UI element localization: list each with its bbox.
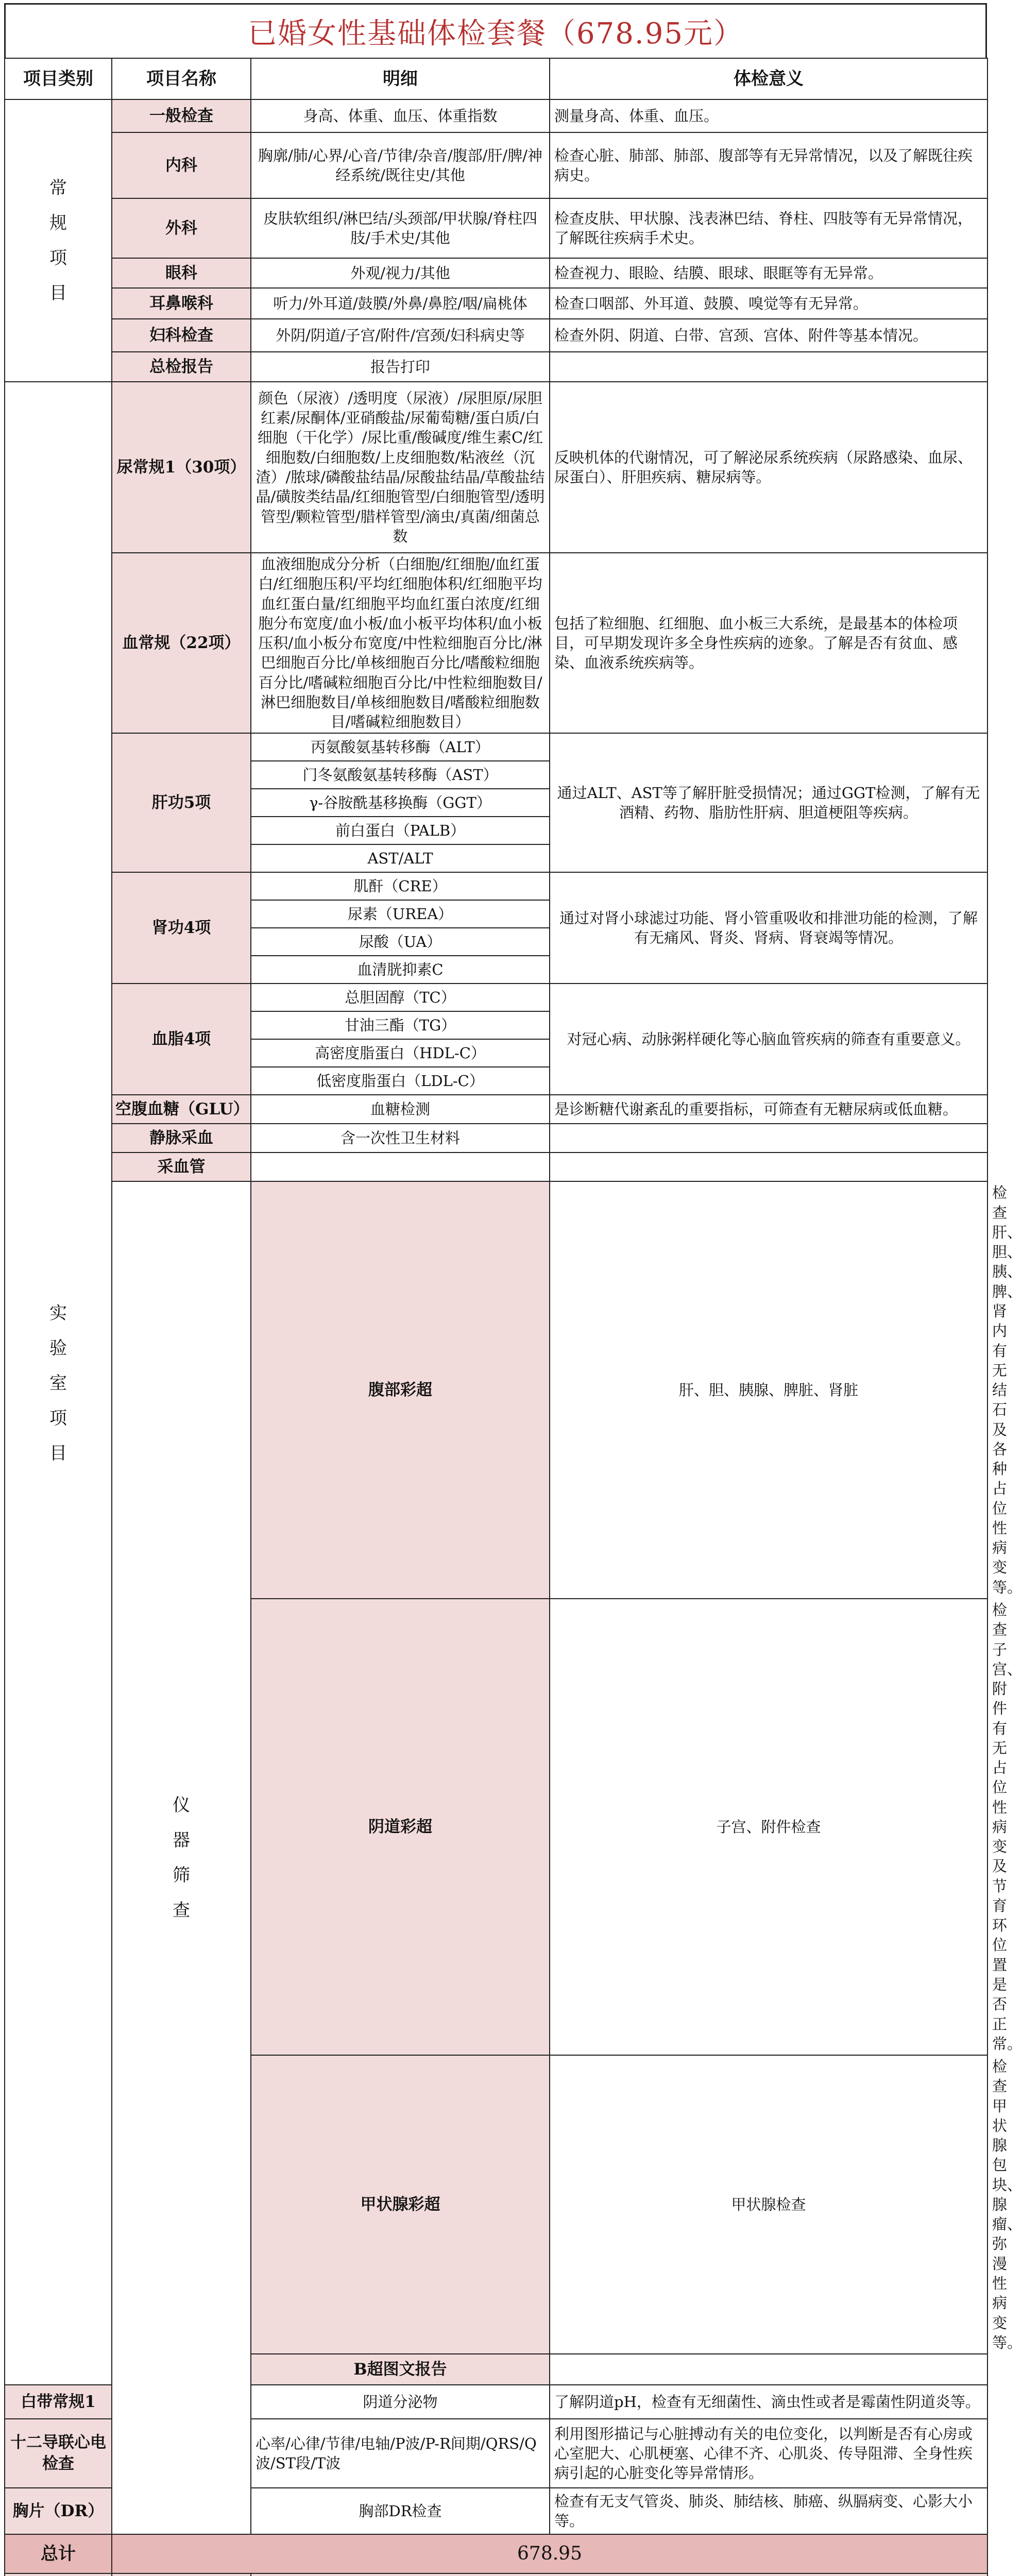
item-name: 眼科 <box>112 258 251 288</box>
item-meaning <box>550 1124 987 1153</box>
item-name: 血脂4项 <box>112 984 251 1095</box>
table-row <box>5 733 987 761</box>
table-row <box>5 872 987 900</box>
table-row <box>5 553 987 733</box>
total-value: 678.95 <box>112 2534 987 2573</box>
item-detail: 高密度脂蛋白（HDL-C） <box>251 1039 550 1067</box>
item-detail: 子宫、附件检查 <box>550 1599 987 2055</box>
item-name: 一般检查 <box>112 99 251 132</box>
item-name: 内科 <box>112 132 251 198</box>
vip-name <box>112 2573 251 2576</box>
item-meaning: 反映机体的代谢情况，可了解泌尿系统疾病（尿路感染、血尿、尿蛋白）、肝胆疾病、糖尿病等。 <box>550 382 987 553</box>
package-table <box>4 58 1022 2576</box>
item-name: 甲状腺彩超 <box>251 2055 550 2354</box>
item-meaning: 通过对肾小球滤过功能、肾小管重吸收和排泄功能的检测，了解有无痛风、肾炎、肾病、肾衰竭等情况。 <box>550 872 987 984</box>
header-name: 项目名称 <box>112 58 251 99</box>
table-row <box>5 288 987 319</box>
header-meaning: 体检意义 <box>550 58 987 99</box>
item-detail: γ-谷胺酰基移换酶（GGT） <box>251 789 550 817</box>
item-detail: 总胆固醇（TC） <box>251 984 550 1011</box>
item-detail: 颜色（尿液）/透明度（尿液）/尿胆原/尿胆红素/尿酮体/亚硝酸盐/尿葡萄糖/蛋白质/白细胞（干化学）/尿比重/酸碱度/维生素C/红细胞数/白细胞数/上皮细胞数/粘液丝（沉渣）/脓球/磷酸盐结晶/尿酸盐结晶/草酸盐结晶/磺胺类结晶/红细胞管型/白细胞管型/透明管型/颗粒管型/腊样管型/滴虫/真菌/细菌总数 <box>251 382 550 553</box>
table-row: 阴道彩超 子宫、附件检查 检查子宫、附件有无占位性病变及节育环位置是否正常。 <box>5 1599 987 2055</box>
vip-desc <box>251 2573 987 2576</box>
table-row <box>5 2573 987 2576</box>
total-row <box>5 2534 987 2573</box>
item-name: 外科 <box>112 198 251 258</box>
item-detail <box>550 2354 987 2385</box>
table-row <box>5 352 987 382</box>
item-detail: AST/ALT <box>251 844 550 872</box>
item-meaning <box>550 1153 987 1181</box>
item-detail: 肌酐（CRE） <box>251 872 550 900</box>
item-detail: 血糖检测 <box>251 1095 550 1124</box>
item-detail: 阴道分泌物 <box>251 2385 550 2419</box>
table-row <box>5 382 987 553</box>
item-meaning: 包括了粒细胞、红细胞、血小板三大系统，是最基本的体检项目，可早期发现许多全身性疾病的迹象。了解是否有贫血、感染、血液系统疾病等。 <box>550 553 987 733</box>
table-row <box>5 258 987 288</box>
table-row <box>5 99 987 132</box>
item-name: 胸片（DR） <box>5 2488 112 2534</box>
item-name: 血常规（22项） <box>112 553 251 733</box>
item-meaning: 对冠心病、动脉粥样硬化等心脑血管疾病的筛查有重要意义。 <box>550 984 987 1095</box>
category-cell: 常规项目 <box>5 99 112 382</box>
item-detail: 含一次性卫生材料 <box>251 1124 550 1153</box>
item-detail: 听力/外耳道/鼓膜/外鼻/鼻腔/咽/扁桃体 <box>251 288 550 319</box>
item-meaning: 检查有无支气管炎、肺炎、肺结核、肺癌、纵膈病变、心影大小等。 <box>550 2488 987 2534</box>
table-row <box>5 132 987 198</box>
category-cell: 仪器筛查 <box>112 1181 251 2534</box>
item-detail: 门冬氨酸氨基转移酶（AST） <box>251 761 550 789</box>
item-detail: 胸部DR检查 <box>251 2488 550 2534</box>
item-detail: 甲状腺检查 <box>550 2055 987 2354</box>
item-detail: 血液细胞成分分析（白细胞/红细胞/血红蛋白/红细胞压积/平均红细胞体积/红细胞平均血红蛋白量/红细胞平均血红蛋白浓度/红细胞分布宽度/血小板/血小板平均体积/血小板压积/血小板分布宽度/中性粒细胞百分比/淋巴细胞百分比/单核细胞百分比/嗜酸粒细胞百分比/嗜碱粒细胞百分比/中性粒细胞数目/淋巴细胞数目/单核细胞数目/嗜酸粒细胞数目/嗜碱粒细胞数目） <box>251 553 550 733</box>
item-detail: 甘油三酯（TG） <box>251 1011 550 1039</box>
item-detail: 低密度脂蛋白（LDL-C） <box>251 1067 550 1095</box>
table-row <box>5 1153 987 1181</box>
table-row <box>5 1095 987 1124</box>
item-name: 肝功5项 <box>112 733 251 872</box>
category-cell: 实验室项目 <box>5 382 112 2385</box>
item-detail: 丙氨酸氨基转移酶（ALT） <box>251 733 550 761</box>
item-meaning: 是诊断糖代谢紊乱的重要指标，可筛查有无糖尿病或低血糖。 <box>550 1095 987 1124</box>
item-detail: 心率/心律/节律/电轴/P波/P-R间期/QRS/Q波/ST段/T波 <box>251 2419 550 2488</box>
table-row: 仪器筛查 腹部彩超 肝、胆、胰腺、脾脏、肾脏 检查肝、胆、胰、脾、肾内有无结石及各种占位性病变等。 <box>5 1181 987 1599</box>
item-meaning: 检查皮肤、甲状腺、浅表淋巴结、脊柱、四肢等有无异常情况，了解既往疾病手术史。 <box>550 198 987 258</box>
table-row <box>5 319 987 352</box>
item-detail <box>251 1153 550 1181</box>
item-name: 阴道彩超 <box>251 1599 550 2055</box>
item-name: 肾功4项 <box>112 872 251 984</box>
total-label: 总计 <box>5 2534 112 2573</box>
item-name: 耳鼻喉科 <box>112 288 251 319</box>
item-name: 静脉采血 <box>112 1124 251 1153</box>
item-name: 空腹血糖（GLU） <box>112 1095 251 1124</box>
item-meaning: 了解阴道pH，检查有无细菌性、滴虫性或者是霉菌性阴道炎等。 <box>550 2385 987 2419</box>
table-row <box>5 198 987 258</box>
page-title: 已婚女性基础体检套餐（678.95元） <box>4 3 987 60</box>
table-header-row <box>5 58 987 99</box>
item-meaning: 检查口咽部、外耳道、鼓膜、嗅觉等有无异常。 <box>550 288 987 319</box>
table-row <box>5 1124 987 1153</box>
item-name: 十二导联心电检查 <box>5 2419 112 2488</box>
header-category: 项目类别 <box>5 58 112 99</box>
item-detail: 外观/视力/其他 <box>251 258 550 288</box>
item-name: 白带常规1 <box>5 2385 112 2419</box>
item-name: 腹部彩超 <box>251 1181 550 1599</box>
item-detail: 皮肤软组织/淋巴结/头颈部/甲状腺/脊柱四肢/手术史/其他 <box>251 198 550 258</box>
item-meaning <box>550 352 987 382</box>
table-row: 甲状腺彩超 甲状腺检查 检查甲状腺包块、腺瘤、弥漫性病变等。 <box>5 2055 987 2354</box>
header-detail: 明细 <box>251 58 550 99</box>
item-detail: 外阴/阴道/子宫/附件/宫颈/妇科病史等 <box>251 319 550 352</box>
item-name: 尿常规1（30项） <box>112 382 251 553</box>
item-meaning: 检查心脏、肺部、肺部、腹部等有无异常情况，以及了解既往疾病史。 <box>550 132 987 198</box>
item-name: 总检报告 <box>112 352 251 382</box>
item-detail: 胸廓/肺/心界/心音/节律/杂音/腹部/肝/脾/神经系统/既往史/其他 <box>251 132 550 198</box>
item-detail: 前白蛋白（PALB） <box>251 817 550 844</box>
item-name: B超图文报告 <box>251 2354 550 2385</box>
item-detail: 报告打印 <box>251 352 550 382</box>
item-detail: 尿素（UREA） <box>251 900 550 928</box>
vip-category <box>5 2573 112 2576</box>
item-meaning: 检查外阴、阴道、白带、宫颈、宫体、附件等基本情况。 <box>550 319 987 352</box>
item-name: 妇科检查 <box>112 319 251 352</box>
item-meaning: 测量身高、体重、血压。 <box>550 99 987 132</box>
item-meaning: 利用图形描记与心脏搏动有关的电位变化，以判断是否有心房或心室肥大、心肌梗塞、心律不齐、心肌炎、传导阻滞、全身性疾病引起的心脏变化等异常情形。 <box>550 2419 987 2488</box>
item-meaning: 检查视力、眼睑、结膜、眼球、眼眶等有无异常。 <box>550 258 987 288</box>
item-detail: 尿酸（UA） <box>251 928 550 956</box>
item-detail: 肝、胆、胰腺、脾脏、肾脏 <box>550 1181 987 1599</box>
item-detail: 血清胱抑素C <box>251 956 550 984</box>
table-row <box>5 984 987 1011</box>
item-detail: 身高、体重、血压、体重指数 <box>251 99 550 132</box>
item-meaning: 通过ALT、AST等了解肝脏受损情况；通过GGT检测，了解有无酒精、药物、脂肪性肝病、胆道梗阻等疾病。 <box>550 733 987 872</box>
item-name: 采血管 <box>112 1153 251 1181</box>
